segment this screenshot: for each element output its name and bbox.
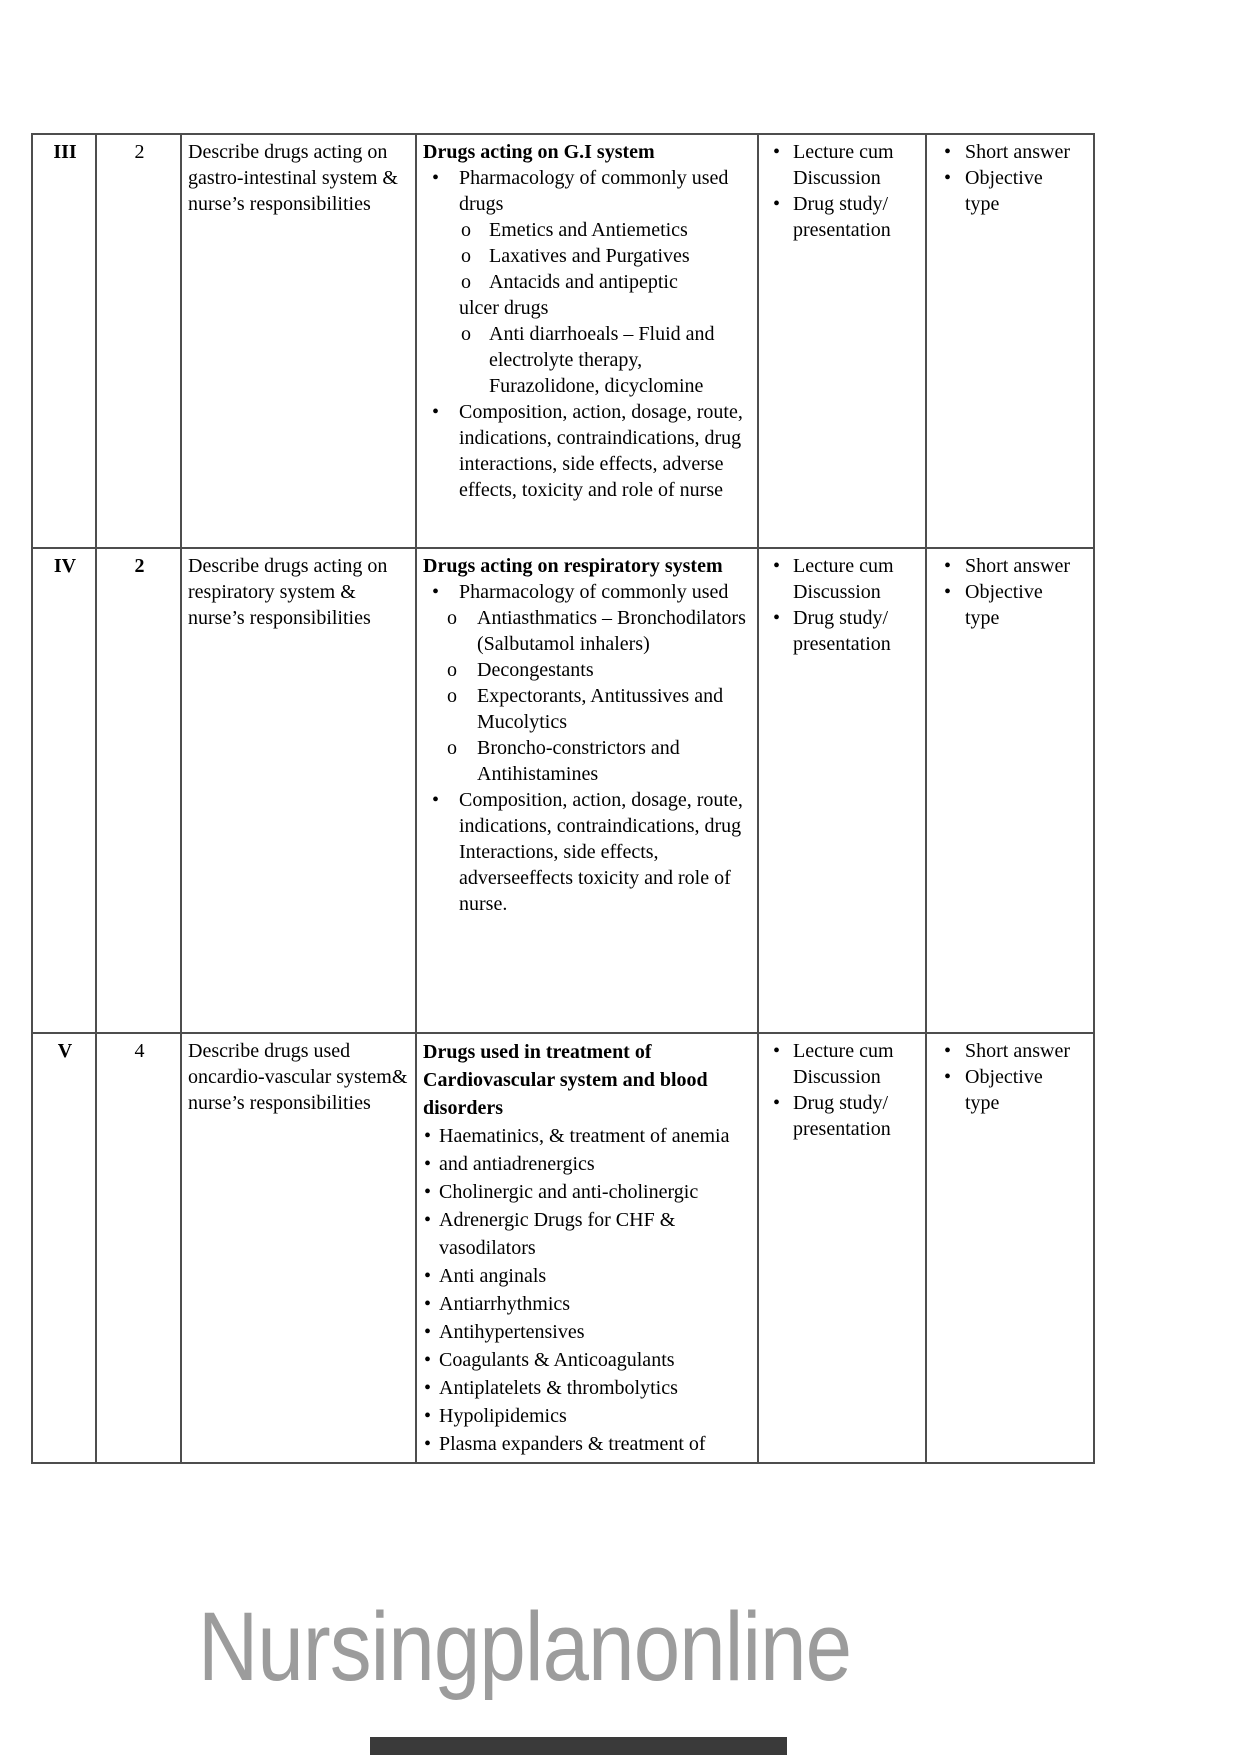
bullet-list-item: [933, 553, 1089, 579]
content-list-item: [423, 165, 753, 217]
bullet-list-item: [933, 165, 1089, 217]
objective-cell: Describe drugs acting on respiratory system & nurse’s responsibilities: [181, 548, 416, 1033]
bullet-marker-icon: o: [447, 659, 457, 681]
unit-cell: III: [32, 134, 96, 548]
bullet-item-text: Objective type: [965, 1066, 1043, 1114]
content-list-item: [423, 735, 753, 787]
teaching-methods-list: [765, 139, 921, 243]
content-list-item: [423, 1430, 753, 1458]
bullet-marker-icon: •: [424, 1433, 432, 1455]
content-list: [423, 1122, 753, 1458]
bullet-marker-icon: •: [424, 1181, 432, 1203]
content-list-item: [423, 269, 753, 295]
bullet-icon: •: [773, 607, 781, 629]
assessment-cell: [926, 1033, 1094, 1463]
teaching-methods-list: [765, 553, 921, 657]
content-list-item: [423, 1402, 753, 1430]
bullet-marker-icon: •: [424, 1377, 432, 1399]
bullet-list-item: [765, 605, 921, 657]
bullet-marker-icon: •: [432, 401, 440, 423]
content-list-item: [423, 295, 753, 321]
table-row-unit-5: [32, 1033, 1094, 1463]
bullet-icon: •: [944, 1040, 952, 1062]
bullet-marker-icon: •: [432, 581, 440, 603]
bullet-marker-icon: o: [461, 323, 471, 345]
assessment-list: [933, 553, 1089, 631]
content-item-text: Coagulants & Anticoagulants: [439, 1349, 675, 1371]
content-list-item: [423, 1374, 753, 1402]
hours-cell: 2: [96, 548, 181, 1033]
content-item-text: Adrenergic Drugs for CHF & vasodilators: [439, 1209, 676, 1259]
unit-cell: V: [32, 1033, 96, 1463]
objective-cell: Describe drugs used oncardio-vascular system& nurse’s responsibilities: [181, 1033, 416, 1463]
bullet-list-item: [765, 553, 921, 605]
content-item-text: Plasma expanders & treatment of: [439, 1433, 706, 1455]
content-cell: [416, 134, 758, 548]
syllabus-table: [31, 133, 1095, 1464]
content-item-text: Hypolipidemics: [439, 1405, 567, 1427]
bullet-list-item: [765, 139, 921, 191]
hours-cell: 2: [96, 134, 181, 548]
content-item-text: Pharmacology of commonly used drugs: [459, 167, 729, 215]
content-item-text: Broncho-constrictors and Antihistamines: [477, 737, 680, 785]
content-item-text: Antacids and antipeptic: [489, 271, 678, 293]
bullet-item-text: Short answer: [965, 555, 1070, 577]
cropped-dark-bar: [370, 1737, 787, 1755]
content-list-item: [423, 1178, 753, 1206]
bullet-marker-icon: o: [447, 737, 457, 759]
content-list-item: [423, 1122, 753, 1150]
bullet-list-item: [765, 191, 921, 243]
watermark: Nursingplanonline: [198, 1592, 852, 1701]
content-item-text: Antihypertensives: [439, 1321, 585, 1343]
content-item-text: Anti diarrhoeals – Fluid and electrolyte therapy, Furazolidone, dicyclomine: [489, 323, 715, 397]
bullet-item-text: Drug study/ presentation: [793, 1092, 891, 1140]
content-item-text: Expectorants, Antitussives and Mucolytics: [477, 685, 724, 733]
table-row-unit-4: [32, 548, 1094, 1033]
bullet-icon: •: [773, 1040, 781, 1062]
assessment-cell: [926, 548, 1094, 1033]
bullet-item-text: Lecture cum Discussion: [793, 1040, 894, 1088]
content-list-item: [423, 1206, 753, 1262]
content-list-item: [423, 243, 753, 269]
content-list-item: [423, 579, 753, 605]
content-list: [423, 579, 753, 917]
content-item-text: Antiarrhythmics: [439, 1293, 571, 1315]
bullet-icon: •: [944, 555, 952, 577]
bullet-list-item: [765, 1038, 921, 1090]
content-list-item: [423, 1318, 753, 1346]
content-item-text: Antiasthmatics – Bronchodilators (Salbutamol inhalers): [477, 607, 746, 655]
objective-cell: Describe drugs acting on gastro-intestinal system & nurse’s responsibilities: [181, 134, 416, 548]
bullet-item-text: Lecture cum Discussion: [793, 555, 894, 603]
assessment-cell: [926, 134, 1094, 548]
teaching-methods-cell: [758, 134, 926, 548]
bullet-marker-icon: o: [461, 271, 471, 293]
bullet-list-item: [933, 579, 1089, 631]
content-item-text: ulcer drugs: [459, 297, 549, 319]
bullet-marker-icon: •: [424, 1293, 432, 1315]
bullet-list-item: [933, 1038, 1089, 1064]
content-list-item: [423, 399, 753, 503]
content-item-text: Antiplatelets & thrombolytics: [439, 1377, 678, 1399]
table-row-unit-3: [32, 134, 1094, 548]
content-cell: [416, 1033, 758, 1463]
bullet-icon: •: [773, 193, 781, 215]
bullet-item-text: Short answer: [965, 141, 1070, 163]
bullet-marker-icon: o: [461, 219, 471, 241]
bullet-icon: •: [944, 141, 952, 163]
content-item-text: Composition, action, dosage, route, indications, contraindications, drug Interactions, side effects, adverseeffects toxicity and role of nurse.: [459, 789, 743, 915]
bullet-marker-icon: •: [424, 1349, 432, 1371]
content-item-text: Cholinergic and anti-cholinergic: [439, 1181, 699, 1203]
bullet-marker-icon: •: [432, 789, 440, 811]
content-item-text: Composition, action, dosage, route, indications, contraindications, drug interactions, side effects, adverse effects, toxicity and role of nurse: [459, 401, 743, 501]
assessment-list: [933, 1038, 1089, 1116]
bullet-item-text: Objective type: [965, 581, 1043, 629]
content-list-item: [423, 657, 753, 683]
content-list-item: [423, 1262, 753, 1290]
bullet-icon: •: [944, 167, 952, 189]
bullet-marker-icon: •: [424, 1265, 432, 1287]
bullet-marker-icon: •: [424, 1209, 432, 1231]
assessment-list: [933, 139, 1089, 217]
bullet-icon: •: [773, 555, 781, 577]
content-heading: Drugs acting on G.I system: [423, 141, 655, 163]
content-item-text: Pharmacology of commonly used: [459, 581, 729, 603]
bullet-marker-icon: •: [424, 1153, 432, 1175]
content-item-text: Decongestants: [477, 659, 594, 681]
content-list-item: [423, 321, 753, 399]
content-cell: [416, 548, 758, 1033]
bullet-item-text: Drug study/ presentation: [793, 607, 891, 655]
content-list-item: [423, 1290, 753, 1318]
teaching-methods-cell: [758, 548, 926, 1033]
content-item-text: Haematinics, & treatment of anemia: [439, 1125, 730, 1147]
bullet-marker-icon: •: [424, 1321, 432, 1343]
content-list-item: [423, 1150, 753, 1178]
bullet-icon: •: [773, 1092, 781, 1114]
content-list-item: [423, 217, 753, 243]
bullet-marker-icon: o: [447, 685, 457, 707]
content-item-text: and antiadrenergics: [439, 1153, 595, 1175]
bullet-marker-icon: o: [447, 607, 457, 629]
bullet-item-text: Short answer: [965, 1040, 1070, 1062]
unit-cell: IV: [32, 548, 96, 1033]
teaching-methods-list: [765, 1038, 921, 1142]
bullet-marker-icon: •: [424, 1125, 432, 1147]
bullet-item-text: Drug study/ presentation: [793, 193, 891, 241]
content-list-item: [423, 683, 753, 735]
bullet-list-item: [933, 1064, 1089, 1116]
content-list-item: [423, 1346, 753, 1374]
bullet-icon: •: [944, 581, 952, 603]
content-list-item: [423, 787, 753, 917]
teaching-methods-cell: [758, 1033, 926, 1463]
bullet-marker-icon: •: [432, 167, 440, 189]
bullet-marker-icon: o: [461, 245, 471, 267]
bullet-marker-icon: •: [424, 1405, 432, 1427]
bullet-item-text: Lecture cum Discussion: [793, 141, 894, 189]
content-list-item: [423, 605, 753, 657]
content-item-text: Anti anginals: [439, 1265, 547, 1287]
content-item-text: Emetics and Antiemetics: [489, 219, 688, 241]
content-heading: Drugs acting on respiratory system: [423, 555, 723, 577]
bullet-item-text: Objective type: [965, 167, 1043, 215]
content-heading: Drugs used in treatment of Cardiovascular system and blood disorders: [423, 1041, 708, 1119]
content-list: [423, 165, 753, 503]
bullet-icon: •: [944, 1066, 952, 1088]
bullet-icon: •: [773, 141, 781, 163]
hours-cell: 4: [96, 1033, 181, 1463]
bullet-list-item: [933, 139, 1089, 165]
bullet-list-item: [765, 1090, 921, 1142]
content-item-text: Laxatives and Purgatives: [489, 245, 690, 267]
